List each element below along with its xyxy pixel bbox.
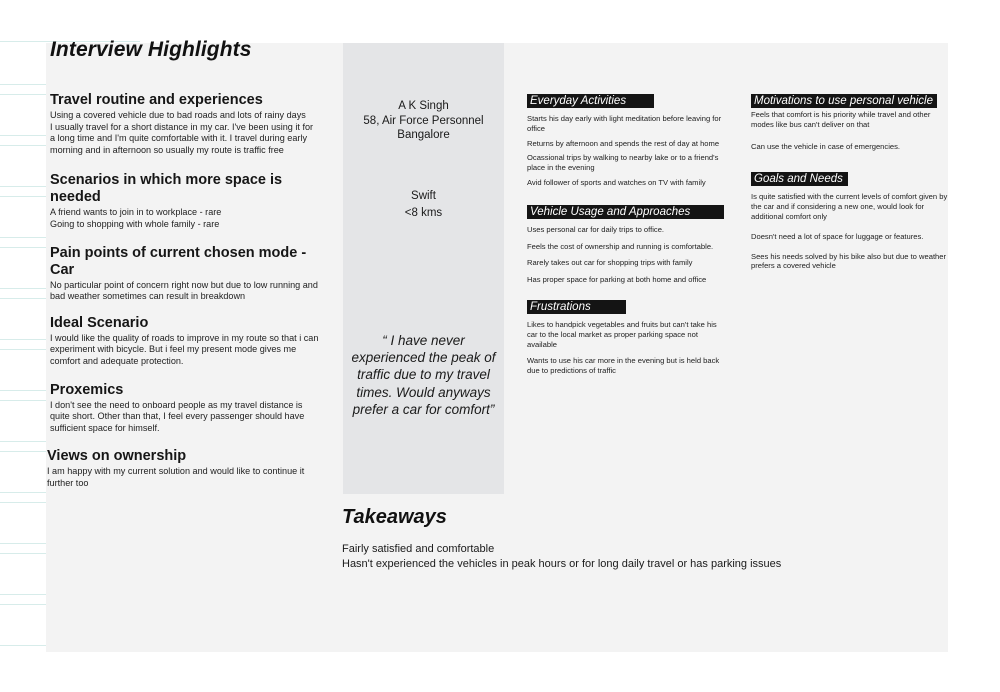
profile-vehicle: Swift	[411, 190, 436, 202]
profile-city: Bangalore	[397, 129, 450, 141]
section-text: I am happy with my current solution and would like to continue it further too	[47, 466, 305, 488]
section-heading: Pain points of current chosen mode - Car	[50, 244, 307, 278]
section-text: A friend wants to join in to workplace - rare	[50, 207, 222, 218]
profile-card	[343, 43, 504, 494]
list-item: Wants to use his car more in the evening but is held back due to predictions of traffic	[527, 356, 720, 376]
list-item: Doesn't need a lot of space for luggage or features.	[751, 231, 924, 241]
list-item: Is quite satisfied with the current levels of comfort given by the car and if considering a new one, would look for additional comfort only	[751, 192, 948, 221]
insights-column-right	[751, 91, 951, 283]
list-item: Sees his needs solved by his bike also but due to weather prefers a covered vehicle	[751, 251, 947, 271]
highlight-section-ownership	[47, 448, 320, 489]
section-text: I don't see the need to onboard people as my travel distance is quite short. Other than that, I feel every passenger should have sufficient space for himself.	[50, 399, 305, 433]
highlight-section-travel-routine	[50, 92, 320, 156]
motivations-block	[751, 91, 951, 151]
section-heading: Views on ownership	[47, 448, 187, 465]
frustrations-block	[527, 297, 727, 376]
section-text: I usually travel for a short distance in my car. I've been using it for a long time and I'm quite comfortable with it. I travel during early morning and in afternoon so usually my route is traffic free	[50, 121, 314, 155]
takeaway-item: Fairly satisfied and comfortable	[342, 543, 495, 555]
section-heading: Proxemics	[50, 381, 124, 398]
list-item: Has proper space for parking at both home and office	[527, 275, 707, 285]
insights-column-middle	[527, 91, 727, 388]
list-item: Avid follower of sports and watches on TV with family	[527, 177, 706, 187]
highlight-section-proxemics	[50, 382, 320, 435]
highlight-section-space-scenarios	[50, 172, 320, 230]
section-heading: Travel routine and experiences	[50, 92, 263, 108]
vehicle-usage-block	[527, 202, 727, 285]
goals-needs-label: Goals and Needs	[751, 172, 848, 186]
page-title	[50, 38, 252, 62]
goals-needs-block	[751, 169, 951, 271]
everyday-activities-block	[527, 91, 727, 188]
list-item: Starts his day early with light meditation before leaving for office	[527, 114, 722, 133]
profile-name: A K Singh	[398, 100, 449, 112]
profile-age-occupation: 58, Air Force Personnel	[363, 114, 484, 127]
motivations-label: Motivations to use personal vehicle	[751, 94, 937, 108]
list-item: Feels the cost of ownership and running is comfortable.	[527, 241, 714, 251]
list-item: Uses personal car for daily trips to office.	[527, 224, 665, 234]
section-heading: Scenarios in which more space is needed	[50, 172, 283, 206]
section-text: I would like the quality of roads to improve in my route so that i can experiment with bicycle. But i feel my present mode gives me comfort and adequate protection.	[50, 332, 319, 366]
profile-identity	[343, 99, 504, 143]
takeaways-lines	[342, 542, 902, 571]
section-text: Going to shopping with whole family - rare	[50, 218, 220, 229]
profile-vehicle-info	[343, 188, 504, 221]
section-text: Using a covered vehicle due to bad roads and lots of rainy days	[50, 110, 306, 120]
highlights-column	[47, 92, 320, 504]
page-title-text: Interview Highlights	[50, 38, 252, 61]
highlight-section-ideal-scenario	[50, 315, 320, 368]
list-item: Rarely takes out car for shopping trips with family	[527, 258, 693, 268]
takeaway-item: Hasn't experienced the vehicles in peak hours or for long daily travel or has parking issues	[342, 557, 782, 570]
vehicle-usage-label: Vehicle Usage and Approaches	[527, 205, 724, 219]
list-item: Likes to handpick vegetables and fruits but can't take his car to the local market as proper parking space not available	[527, 319, 717, 349]
section-text: No particular point of concern right now but due to low running and bad weather sometimes can result in breakdown	[50, 279, 318, 302]
profile-quote: “ I have never experienced the peak of traffic due to my travel times. Would anyways prefer a car for comfort”	[351, 333, 496, 417]
frustrations-label: Frustrations	[527, 300, 626, 314]
list-item: Ocassional trips by walking to nearby lake or to a friend's place in the evening	[527, 153, 719, 173]
list-item: Feels that comfort is his priority while travel and other modes like bus can't deliver on that	[751, 110, 931, 129]
takeaways-section	[342, 506, 902, 571]
everyday-activities-label: Everyday Activities	[527, 94, 654, 108]
section-heading: Ideal Scenario	[50, 314, 149, 331]
profile-distance: <8 kms	[404, 206, 443, 219]
takeaways-title-text: Takeaways	[342, 506, 447, 528]
takeaways-title	[342, 506, 902, 529]
list-item: Can use the vehicle in case of emergencies.	[751, 141, 901, 151]
highlight-section-pain-points	[50, 245, 320, 303]
list-item: Returns by afternoon and spends the rest of day at home	[527, 138, 720, 148]
